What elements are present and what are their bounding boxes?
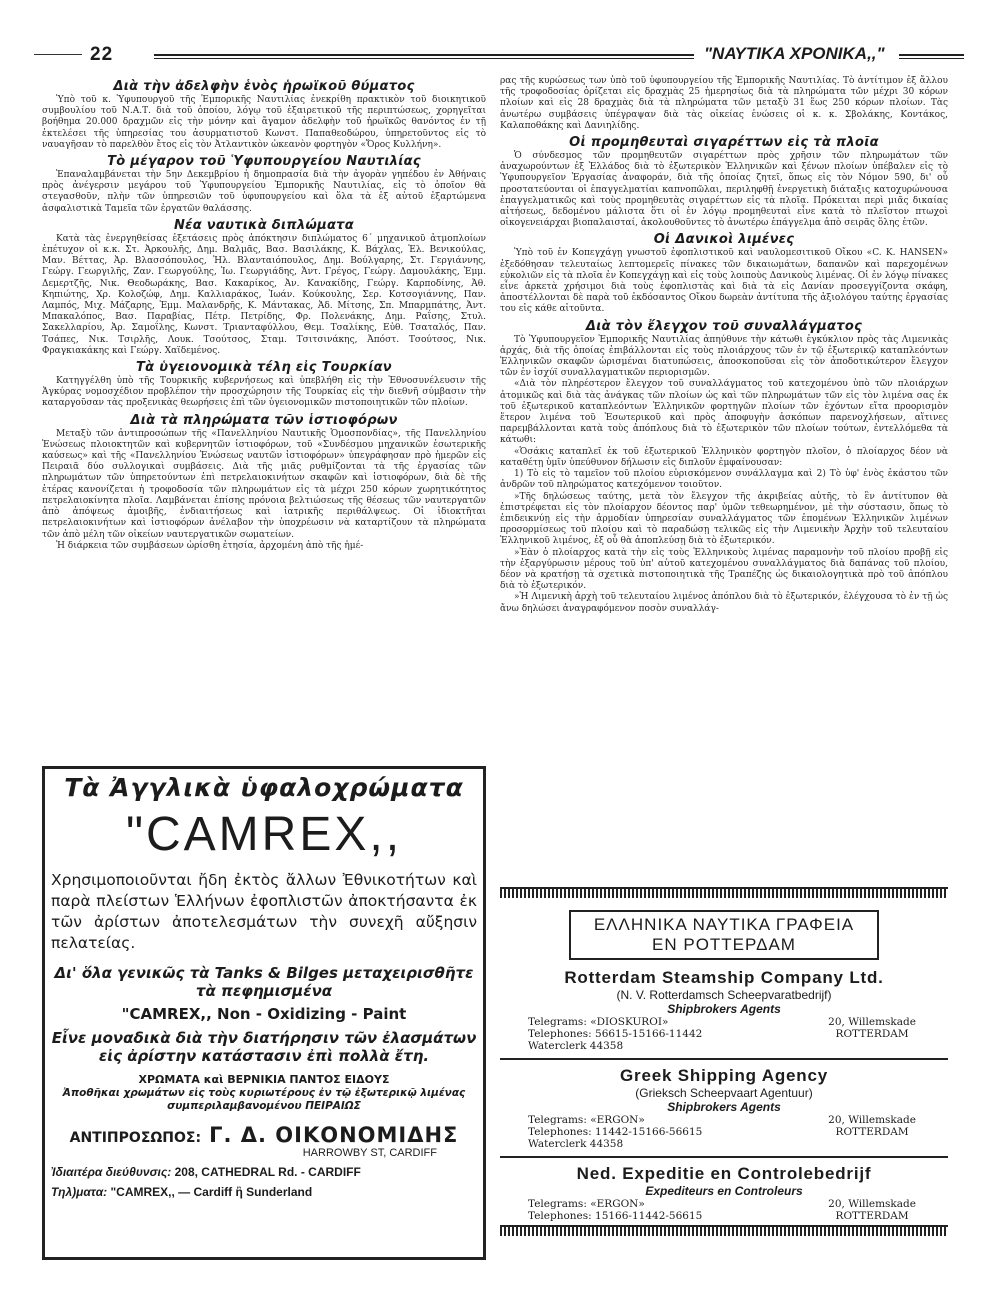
telephones: Telephones: 56615-15166-11442 — [528, 1028, 703, 1040]
rotterdam-advertisement — [500, 884, 948, 1260]
article-text: Ὁ σύνδεσμος τῶν προμηθευτῶν σιγαρέττων πρὸς χρῆσιν τῶν πληρωμάτων τῶν ἀναχωρούντων ἐξ Ἑλλάδος διὰ τὸ ἐξωτερικὸν Ἑλληνικῶν καὶ ξένων πλοίων ὑπέβαλεν εἰς τὸ Ὑφυπουργεῖον Ἐργασίας ἀναφοράν, διὰ τῆς ὁποίας ζητεῖ, ὅπως εἰς τὸν Νόμον 590, δι' οὗ προστατεύονται οἱ ἐπαγγελματίαι καπνοπῶλαι, περιληφθῇ ἐνεργετικὴ διάταξις κατοχυρώνουσα ἐπαγγελματικῶς καὶ τοὺς προμηθευτὰς σιγαρέττων εἰς τὰ πλοῖα. Πρόκειται περὶ μιᾶς δικαίας αἰτήσεως, δεδομένου μάλιστα ὅτι οἱ ἐν λόγῳ προμηθευταὶ εἶνε κατὰ τὸ πλεῖστον πτωχοὶ οἰκογενειάρχαι βιοπαλαισταί, ἀκολουθοῦντες τὸ ἀνωτέρω ἐπάγγελμα ἀπὸ σειρᾶς ὅλης ἐτῶν. — [500, 151, 948, 229]
company-block — [500, 968, 948, 1016]
article-title: Διὰ τὰ πληρώματα τῶν ἱστιοφόρων — [130, 412, 398, 428]
ad-brand: "CAMREX,, — [125, 808, 403, 861]
article-text: Ὑπὸ τοῦ κ. Ὑφυπουργοῦ τῆς Ἐμπορικῆς Ναυτιλίας ἐνεκρίθη πρακτικὸν τοῦ διοικητικοῦ συμβουλίου τοῦ Ν.Α.Τ. διὰ τοῦ ὁποίου, λόγῳ τοῦ ἐξαιρετικοῦ τῆς περιπτώσεως, χορηγεῖται βοήθημα 20.000 δραχμῶν εἰς τὴν μόνην καὶ ἄγαμον ἀδελφὴν τοῦ ἡρωϊκῶς θανόντος ἐν τῇ ἐκτελέσει τῆς ὑπηρεσίας του ἀσυρματιστοῦ Κωνστ. Παπαθεοδώρου, ὑπηρετοῦντος εἰς τὸ ναυαγῆσαν τὸ παρελθὸν ἔτος εἰς τὸν Ἀτλαντικὸν ὠκεανὸν φορτηγὸν «Ὄρος Κυλλήνη». — [42, 95, 486, 150]
magazine-title: "ΝΑΥΤΙΚΑ ΧΡΟΝΙΚΑ,," — [704, 44, 885, 63]
article-text: Ὑπὸ τοῦ ἐν Κοπεγχάγῃ γνωστοῦ ἐφοπλιστικοῦ καὶ ναυλομεσιτικοῦ Οἴκου «C. K. HANSEN» ἐξεδόθησαν τελευταίως λεπτομερεῖς πίνακες τῶν δικαιωμάτων, δαπανῶν καὶ παρεχομένων εὐκολιῶν εἰς τὰ πλοῖα ἐν Κοπεγχάγῃ καὶ εἰς τοὺς λοιποὺς Δανικοὺς λιμένας. Οἱ ἐν λόγῳ πίνακες εἶνε ἀρκετὰ χρήσιμοι διὰ τοὺς ἐφοπλιστὰς καὶ διὰ τὰ εἰς Δανίαν προσεγγίζοντα σκάφη, ἀποστέλλονται δὲ παρὰ τοῦ ἐκδόσαντος Οἴκου δωρεὰν ἀντίτυπα τῆς ἀξιολόγου ταύτης ἐργασίας του εἰς κάθε αἰτοῦντα. — [500, 248, 948, 315]
address-street: 20, Willemskade — [828, 1114, 916, 1126]
article-title: Διὰ τὴν ἀδελφὴν ἑνὸς ἡρωϊκοῦ θύματος — [113, 79, 415, 94]
page-number: 22 — [34, 44, 144, 66]
ad-contact — [51, 1185, 477, 1199]
decorative-border — [500, 1225, 948, 1236]
telegrams: Telegrams: «DIOSKUROI» — [528, 1016, 669, 1028]
company-tagline: Expediteurs en Controleurs — [645, 1184, 803, 1198]
ad-description: Χρησιμοποιοῦνται ἤδη ἐκτὸς ἄλλων Ἐθνικοτήτων καὶ παρὰ πλείστων Ἑλλήνων ἐφοπλιστῶν ἀποκτήσαντα ἐκ τῶν ἀρίστων ἀποτελεσμάτων τὴν συνεχῆ αὔξησιν πελατείας. — [51, 871, 477, 952]
company-tagline: Shipbrokers Agents — [667, 1002, 781, 1016]
camrex-advertisement — [42, 766, 486, 1260]
contact-value: "CAMREX,, — Cardiff ἢ Sunderland — [110, 1185, 313, 1199]
ad-line: Εἶνε μοναδικὰ διὰ τὴν διατήρησιν τῶν ἐλασμάτων εἰς ἀρίστην κατάστασιν ἐπὶ πολλὰ ἔτη. — [51, 1029, 477, 1065]
article-text: Κατὰ τὰς ἐνεργηθείσας ἐξετάσεις πρὸς ἀπόκτησιν διπλώματος 6΄ μηχανικοῦ ἀτμοπλοίων ἐπέτυχον οἱ κ.κ. Στ. Ἀρκουλῆς, Δημ. Βαλμᾶς, Βασ. Βασιλάκης, Κ. Βάχλας, Ἑλ. Βενικούλας, Μαν. Βέττας, Ἀρ. Βλασσόπουλος, Ἡλ. Βλανταιόπουλος, Δημ. Βούλγαρης, Στ. Γεργιάννης, Γεώργ. Γεωργιλῆς, Ζαν. Γεωργούλης, Ἰω. Γεωργιάδης, Ἀντ. Γρέγος, Γεώργ. Δαμουλάκης, Ἐμμ. Δεμερτζῆς, Νικ. Θεοδωράκης, Βασ. Κακαρίκος, Ἀν. Κανακίδης, Γεώργ. Καρποδίνης, Ἀθ. Κηπιώτης, Χρ. Κολοζώφ, Δημ. Καλλιαράκος, Ἰωάν. Κούκουλης, Σερ. Κοτσογιάννης, Παν. Λαμπός, Μιχ. Μάζαρης, Ἐμμ. Μαλανδρῆς, Κ. Μάντακας, Ἀδ. Μίτσης, Σπ. Μπαρμπάτης, Ἀντ. Μπακαλόπος, Βασ. Παραβίας, Πέτρ. Πετρίδης, Φρ. Πολενάκης, Δημ. Ραΐσης, Στυλ. Σακελλαρίου, Ἀρ. Σαμοΐλης, Κωνστ. Τριανταφύλλου, Θεμ. Τσαλίκης, Εὐθ. Τσαταλός, Παν. Τσάπες, Νικ. Τσιρλῆς, Λουκ. Τσούτσος, Σταμ. Τσιτσινάκης, Ἀπόστ. Τσούτσος, Νικ. Φραγκιακάκης καὶ Γεώργ. Χαϊδεμένος. — [42, 233, 486, 356]
article-text: Κατηγγέλθη ὑπὸ τῆς Τουρκικῆς κυβερνήσεως καὶ ὑπεβλήθη εἰς τὴν Ἐθνοσυνέλευσιν τῆς Ἀγκύρας νομοσχέδιον προβλέπον τὴν προσχώρησιν τῆς Τουρκίας εἰς τὴν διεθνῆ σύμβασιν τὴν καταργοῦσαν τὰς προξενικὰς θεωρήσεις ἐπὶ τῶν ὑγειονομικῶν πιστοποιητικῶν τῶν πλοίων. — [42, 376, 486, 409]
agent-label: ΑΝΤΙΠΡΟΣΩΠΟΣ: — [69, 1130, 202, 1146]
header-rule — [899, 54, 964, 59]
page-header — [34, 44, 964, 66]
article-title: Τὸ μέγαρον τοῦ Ὑφυπουργείου Ναυτιλίας — [107, 154, 421, 170]
article-text: Τὸ Ὑφυπουργεῖον Ἐμπορικῆς Ναυτιλίας ἀπηύθυνε τὴν κάτωθι ἐγκύκλιον πρὸς τὰς Λιμενικὰς ἀρχάς, διὰ τῆς ὁποίας ἐπιβάλλονται εἰς τοὺς πλοιάρχους τῶν ἐν τῷ ἐξωτερικῷ καταπλεόντων Ἑλληνικῶν σκαφῶν ὡρισμέναι διατυπώσεις, ἀποσκοποῦσαι εἰς τὸν ἀποδοτικώτερον ἔλεγχον τῶν ἐν ἰσχύϊ συναλλαγματικῶν περιορισμῶν. — [500, 334, 948, 379]
article-text: ρας τῆς κυρώσεως των ὑπὸ τοῦ ὑφυπουργείου τῆς Ἐμπορικῆς Ναυτιλίας. Τὸ ἀντίτιμον ἐξ ἄλλου τῆς τροφοδοσίας ὁρίζεται εἰς δραχμὰς 25 ἡμερησίως διὰ τὰ πληρώματα τῶν μέχρι 30 κόρων πλοίων καὶ εἰς 28 δραχμὰς διὰ τὰ πληρώματα τῶν μεταξὺ 31 ἕως 250 κόρων πλοίων. Τὰς ἀνωτέρω συμβάσεις ὑπέγραψαν διὰ τὰς οἰκείας ἑνώσεις οἱ κ. κ. Σβολάκης, Κοντάκος, Καλαποθάκης καὶ Δανιηλίδης. — [500, 76, 948, 131]
address-street: 20, Willemskade — [828, 1016, 916, 1028]
waterclerk: Waterclerk 44358 — [528, 1040, 624, 1052]
company-block — [500, 1164, 948, 1198]
company-name: Ned. Expeditie en Controlebedrijf — [576, 1164, 872, 1183]
ad-title: Τὰ Ἀγγλικὰ ὑφαλοχρώματα — [64, 773, 464, 802]
company-name: Greek Shipping Agency — [620, 1066, 828, 1085]
address-street: 20, Willemskade — [828, 1198, 916, 1210]
article-title: Νέα ναυτικὰ διπλώματα — [173, 217, 355, 233]
contact-label: Ἰδιαιτέρα διεύθυνσις: — [51, 1165, 172, 1179]
ad-product: "CAMREX,, Non - Oxidizing - Paint — [121, 1005, 407, 1023]
ad-agent — [51, 1123, 477, 1147]
telephones: Telephones: 15166-11442-56615 — [528, 1210, 703, 1222]
contact-label: Τηλ)ματα: — [51, 1185, 108, 1199]
telegrams: Telegrams: «ERGON» — [528, 1114, 645, 1126]
contact-value: 208, CATHEDRAL Rd. - CARDIFF — [174, 1165, 361, 1179]
address-city: ROTTERDAM — [835, 1028, 909, 1040]
article-text: 1) Τὸ εἰς τὸ ταμεῖον τοῦ πλοίου εὑρισκόμενον συνάλλαγμα καὶ 2) Τὸ ὑφ' ἑνὸς ἑκάστου τῶν ἀνδρῶν τοῦ πληρώματος κατεχόμενον τοιοῦτον. — [500, 469, 948, 491]
ad-line: ΧΡΩΜΑΤΑ καὶ ΒΕΡΝΙΚΙΑ ΠΑΝΤΟΣ ΕΙΔΟΥΣ — [138, 1073, 390, 1086]
company-contacts — [500, 1114, 948, 1150]
article-text: Μεταξὺ τῶν ἀντιπροσώπων τῆς «Πανελληνίου Ναυτικῆς Ὁμοσπονδίας», τῆς Πανελληνίου Ἑνώσεως πλοιοκτητῶν καὶ κυβερνητῶν ἱστιοφόρων, τοῦ «Συνδέσμου μηχανικῶν ἐσωτερικῆς καύσεως» καὶ τῆς «Πανελληνίου Ἑνώσεως ναυτῶν ἱστιοφόρων» ὑπεγράφησαν πρὸ ἡμερῶν εἰς Πειραιᾶ δύο συλλογικαὶ συμβάσεις. Διὰ τῆς μιᾶς ρυθμίζονται τὰ τῆς ἐργασίας τῶν πληρωμάτων τῶν ὑπηρετούντων ἐπὶ πετρελαιοκινήτων σκαφῶν καὶ ἱστιοφόρων, διὰ δὲ τῆς ἑτέρας κανονίζεται ἡ τροφοδοσία τῶν πληρωμάτων εἰς τὰ μέχρι 250 κόρων χωρητικότητος πετρελαιοκίνητα πλοῖα. Λαμβάνεται ἐπίσης πρόνοια βελτιώσεως τῆς θέσεως τῶν ναυτεργατῶν ἀπὸ ἀπόψεως ἀμοιβῆς, ἐνδιαιτήσεως καὶ ἰατρικῆς περιθάλψεως. Οἱ ἰδιοκτῆται πετρελαιοκινήτων καὶ ἱστιοφόρων ἀνέλαβον τὴν ὑποχρέωσιν νὰ καταρτίζουν τὰ πληρώματα τῶν ἀπὸ μέλη τῶν οἰκείων ναυτεργατικῶν σωματείων. — [42, 428, 486, 540]
ad-line: Ἀποθῆκαι χρωμάτων εἰς τοὺς κυριωτέρους ἐν τῷ ἐξωτερικῷ λιμένας συμπεριλαμβανομένου ΠΕΙΡΑΙΩΣ — [62, 1087, 466, 1112]
company-subtitle: (N. V. Rotterdamsch Scheepvaratbedrijf) — [616, 988, 832, 1002]
agent-name: Γ. Δ. ΟΙΚΟΝΟΜΙΔΗΣ — [209, 1123, 459, 1147]
company-subtitle: (Grieksch Scheepvaart Agentuur) — [635, 1086, 813, 1100]
article-title: Διὰ τὸν ἔλεγχον τοῦ συναλλάγματος — [585, 318, 863, 334]
company-contacts — [500, 1016, 948, 1052]
divider — [500, 1058, 948, 1060]
ad-heading-line: ΕΛΛΗΝΙΚΑ ΝΑΥΤΙΚΑ ΓΡΑΦΕΙΑ — [593, 915, 855, 934]
ad-heading — [569, 910, 879, 960]
agent-address: HARROWBY ST, CARDIFF — [302, 1147, 437, 1159]
address-city: ROTTERDAM — [835, 1126, 909, 1138]
ad-contact — [51, 1165, 477, 1179]
company-contacts — [500, 1198, 948, 1222]
article-title: Τὰ ὑγειονομικὰ τέλη εἰς Τουρκίαν — [136, 360, 392, 376]
decorative-border — [500, 887, 948, 898]
address-city: ROTTERDAM — [835, 1210, 909, 1222]
article-text: Ἐπαναλαμβάνεται τὴν 5ην Δεκεμβρίου ἡ δημοπρασία διὰ τὴν ἀγορὰν γηπέδου ἐν Ἀθήναις πρὸς ἀνέγερσιν μεγάρου τοῦ Ὑφυπουργείου Ἐμπορικῆς Ναυτιλίας, εἰς τὸ ὁποῖον θὰ στεγασθοῦν, πλὴν τῶν ὑπηρεσιῶν τοῦ ὑφυπουργείου καὶ ὅλα τὰ ἐξ αὐτοῦ ἐξαρτώμενα ἀσφαλιστικὰ Ταμεῖα τῶν ἐργατῶν θαλάσσης. — [42, 170, 486, 214]
company-block — [500, 1066, 948, 1114]
waterclerk: Waterclerk 44358 — [528, 1138, 624, 1150]
telephones: Telephones: 11442-15166-56615 — [528, 1126, 703, 1138]
right-column — [500, 76, 948, 615]
article-title: Οἱ προμηθευταὶ σιγαρέττων εἰς τὰ πλοῖα — [569, 135, 879, 151]
ad-heading-line: ΕΝ ΡΟΤΤΕΡΔΑΜ — [652, 935, 796, 954]
article-title: Οἱ Δανικοὶ λιμένες — [653, 232, 795, 248]
article-text: »Ἐὰν ὁ πλοίαρχος κατὰ τὴν εἰς τοὺς Ἑλληνικοὺς λιμένας παραμονὴν τοῦ πλοίου προβῇ εἰς τὴν ἐξαργύρωσιν μέρους τοῦ ὑπ' αὐτοῦ κατεχομένου συναλλάγματος διὰ δαπάνας τοῦ πλοίου, δέον νὰ κρατήσῃ τὰ σχετικὰ πιστοποιητικὰ τῆς Τραπέζης ὡς δικαιολογητικὰ πρὸ τοῦ ἀπόπλου διὰ τὸ ἐξωτερικόν. — [500, 547, 948, 592]
article-text: «Ὁσάκις καταπλεῖ ἐκ τοῦ ἐξωτερικοῦ Ἑλληνικὸν φορτηγὸν πλοῖον, ὁ πλοίαρχος δέον νὰ καταθέτῃ ὑμῖν ὑπεύθυνον δήλωσιν εἰς διπλοῦν ἐμφαίνουσαν: — [500, 446, 948, 468]
article-text: «Διὰ τὸν πληρέστερον ἔλεγχον τοῦ συναλλάγματος τοῦ κατεχομένου ὑπὸ τῶν πλοιάρχων ἀτομικῶς καὶ διὰ τὰς ἀνάγκας τῶν πλοίων ὡς καὶ τῶν πληρωμάτων τῶν εἰς τὸν λιμένα σας ἐκ τοῦ ἐξωτερικοῦ καταπλεόντων Ἑλληνικῶν φορτηγῶν πλοίων τῶν ἐχόντων εἴτα προορισμὸν ἕτερον λιμένα τοῦ Ἐσωτερικοῦ καὶ πρὸς ἀποφυγὴν ἀσκόπων παρενοχλήσεων, αἵτινες παρεμβάλλονται κατὰ τοὺς ἀπόπλους διὰ τὸ ἐξωτερικὸν τῶν πλοίων τούτων, ἐντελλόμεθα τὰ κάτωθι: — [500, 379, 948, 446]
article-text: »Ἡ Λιμενικὴ ἀρχὴ τοῦ τελευταίου λιμένος ἀπόπλου διὰ τὸ ἐξωτερικόν, ἐλέγχουσα τὸ ἐν τῇ ὡς ἄνω δηλώσει ἀναγραφόμενον ποσὸν συναλλάγ- — [500, 592, 948, 614]
company-tagline: Shipbrokers Agents — [667, 1100, 781, 1114]
company-name: Rotterdam Steamship Company Ltd. — [564, 968, 884, 987]
header-rule — [154, 54, 694, 59]
article-text: »Τῆς δηλώσεως ταύτης, μετὰ τὸν ἔλεγχον τῆς ἀκριβείας αὐτῆς, τὸ ἓν ἀντίτυπον θὰ ἐπιστρέφεται εἰς τὸν πλοίαρχον δέοντος παρ' ὑμῶν τεθεωρημένον, μὲ τὴν σύστασιν, ὅπως τὸ ἐπιδεικνύῃ εἰς τὴν ἁρμοδίαν ὑπηρεσίαν συναλλάγματος τῶν ἑπομένων Ἑλληνικῶν λιμένων προσορμίσεως τοῦ πλοίου καὶ τὸ παραδώσῃ τελικῶς εἰς τὴν Λιμενικὴν Ἀρχὴν τοῦ τελευταίου Ἑλληνικοῦ λιμένος, ἐξ οὗ θὰ ἀποπλεύσῃ διὰ τὸ ἐξωτερικόν. — [500, 491, 948, 547]
ad-line: Δι' ὅλα γενικῶς τὰ Tanks & Bilges μεταχειρισθῆτε τὰ πεφημισμένα — [54, 964, 474, 1000]
article-text: Ἡ διάρκεια τῶν συμβάσεων ὡρίσθη ἐτησία, ἀρχομένη ἀπὸ τῆς ἡμέ- — [56, 540, 364, 551]
left-column — [42, 76, 486, 552]
telegrams: Telegrams: «ERGON» — [528, 1198, 645, 1210]
divider — [500, 1156, 948, 1158]
